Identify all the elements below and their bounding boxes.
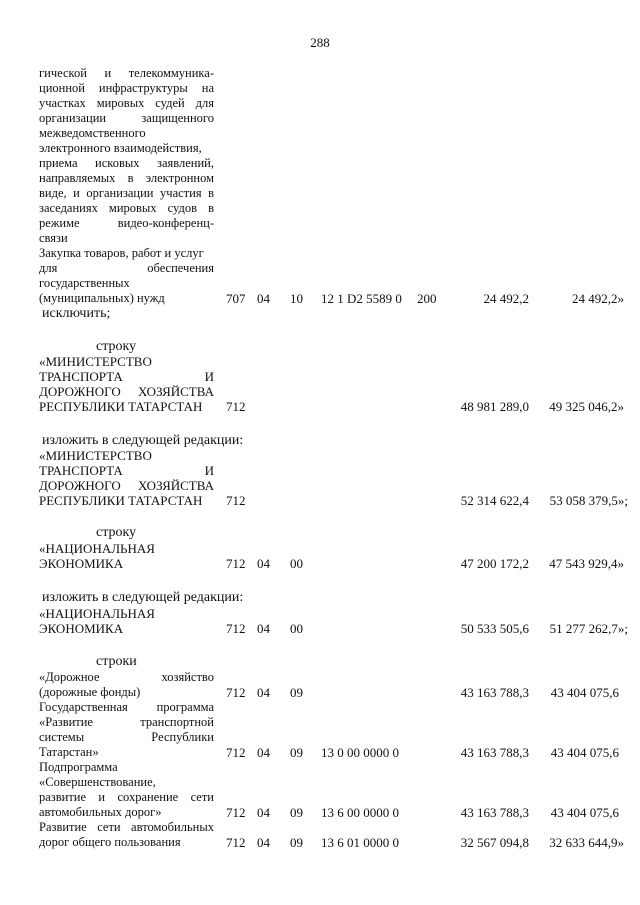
ved-code: 712: [226, 399, 246, 414]
ved-code: 712: [226, 685, 246, 700]
ministry-new-title: [39, 448, 214, 508]
page-number: 288: [310, 35, 330, 50]
text-line: дорог общего пользования: [39, 835, 181, 849]
ved-code: 712: [226, 805, 246, 820]
instruction-replace: изложить в следующей редакции:: [42, 590, 244, 605]
section-code: 04: [257, 291, 270, 306]
state-program-title: [39, 700, 214, 760]
amount-year-2: 49 325 046,2»: [549, 399, 624, 414]
amount-year-2: 51 277 262,7»;: [549, 621, 628, 636]
text-line: «Развитие транспортной: [39, 715, 214, 729]
text-line: «МИНИСТЕРСТВО: [39, 354, 152, 369]
ved-code: 712: [226, 745, 246, 760]
text-line: виде, и организации участия в: [39, 186, 214, 200]
instruction-exclude: исключить;: [42, 306, 111, 321]
text-line: «МИНИСТЕРСТВО: [39, 448, 152, 463]
text-line: Закупка товаров, работ и услуг: [39, 246, 204, 260]
text-line: «НАЦИОНАЛЬНАЯ: [39, 541, 155, 556]
subsection-code: 00: [290, 556, 303, 571]
instruction-row: строку: [96, 339, 137, 354]
text-line: ЭКОНОМИКА: [39, 621, 124, 636]
text-line: «Совершенствование,: [39, 775, 156, 789]
text-line: ционной инфраструктуры на: [39, 81, 214, 95]
text-line: РЕСПУБЛИКИ ТАТАРСТАН: [39, 399, 203, 414]
text-line: Государственная программа: [39, 700, 214, 714]
text-line: государственных: [39, 276, 130, 290]
target-article-code: 13 0 00 0000 0: [321, 745, 399, 760]
text-line: приема исковых заявлений,: [39, 156, 214, 170]
road-fund-title: [39, 670, 214, 700]
amount-year-1: 32 567 094,8: [460, 835, 529, 850]
text-line: системы Республики: [39, 730, 214, 744]
text-line: режиме видео-конференц-: [39, 216, 214, 230]
amount-year-2: 47 543 929,4»: [549, 556, 624, 571]
amount-year-1: 50 533 505,6: [460, 621, 529, 636]
text-line: для обеспечения: [39, 261, 214, 275]
text-line: Татарстан»: [39, 745, 99, 759]
text-line: «НАЦИОНАЛЬНАЯ: [39, 606, 155, 621]
section-code: 04: [257, 621, 270, 636]
amount-year-1: 24 492,2: [483, 291, 529, 306]
text-line: электронного взаимодействия,: [39, 141, 202, 155]
economy-new-title: [39, 606, 214, 636]
instruction-rows: строки: [96, 654, 137, 669]
amount-year-2: 43 404 075,6: [550, 685, 619, 700]
text-line: межведомственного: [39, 126, 146, 140]
target-article-code: 13 6 00 0000 0: [321, 805, 399, 820]
text-line: связи: [39, 231, 68, 245]
subsection-code: 09: [290, 685, 303, 700]
ved-code: 712: [226, 835, 246, 850]
text-line: участках мировых судей для: [39, 96, 214, 110]
text-line: ДОРОЖНОГО ХОЗЯЙСТВА: [39, 384, 214, 399]
text-line: ДОРОЖНОГО ХОЗЯЙСТВА: [39, 478, 214, 493]
subsection-code: 10: [290, 291, 303, 306]
amount-year-2: 32 633 644,9»: [549, 835, 624, 850]
amount-year-2: 53 058 379,5»;: [549, 493, 628, 508]
text-line: РЕСПУБЛИКИ ТАТАРСТАН: [39, 493, 203, 508]
amount-year-2: 24 492,2»: [572, 291, 624, 306]
amount-year-1: 43 163 788,3: [460, 805, 529, 820]
text-line: (дорожные фонды): [39, 685, 141, 699]
text-line: (муниципальных) нужд: [39, 291, 165, 305]
text-line: ТРАНСПОРТА И: [39, 463, 214, 478]
amount-year-1: 43 163 788,3: [460, 745, 529, 760]
text-line: «Дорожное хозяйство: [39, 670, 214, 684]
subsection-code: 09: [290, 805, 303, 820]
section-code: 04: [257, 556, 270, 571]
text-line: ТРАНСПОРТА И: [39, 369, 214, 384]
instruction-row: строку: [96, 525, 137, 540]
amount-year-1: 47 200 172,2: [460, 556, 529, 571]
text-line: заседаниях мировых судов в: [39, 201, 214, 215]
continued-description: [39, 66, 214, 306]
ved-code: 712: [226, 621, 246, 636]
section-code: 04: [257, 685, 270, 700]
text-line: Развитие сети автомобильных: [39, 820, 214, 834]
text-line: гической и телекоммуника-: [39, 66, 214, 80]
text-line: Подпрограмма: [39, 760, 118, 774]
text-line: развитие и сохранение сети: [39, 790, 214, 804]
ministry-old-title: [39, 354, 214, 414]
amount-year-2: 43 404 075,6: [550, 745, 619, 760]
target-article-code: 13 6 01 0000 0: [321, 835, 399, 850]
text-line: ЭКОНОМИКА: [39, 556, 124, 571]
section-code: 04: [257, 835, 270, 850]
text-line: направляемых в электронном: [39, 171, 214, 185]
ved-code: 712: [226, 556, 246, 571]
subsection-code: 09: [290, 835, 303, 850]
road-network-title: [39, 820, 214, 850]
text-line: автомобильных дорог»: [39, 805, 162, 819]
subsection-code: 00: [290, 621, 303, 636]
expense-type-code: 200: [417, 291, 437, 306]
ved-code: 712: [226, 493, 246, 508]
target-article-code: 12 1 D2 5589 0: [321, 291, 402, 306]
text-line: организации защищенного: [39, 111, 214, 125]
subprogram-title: [39, 760, 214, 820]
ved-code: 707: [226, 291, 246, 306]
section-code: 04: [257, 745, 270, 760]
amount-year-1: 48 981 289,0: [460, 399, 529, 414]
section-code: 04: [257, 805, 270, 820]
amount-year-1: 43 163 788,3: [460, 685, 529, 700]
amount-year-1: 52 314 622,4: [460, 493, 529, 508]
economy-old-title: [39, 541, 214, 571]
amount-year-2: 43 404 075,6: [550, 805, 619, 820]
subsection-code: 09: [290, 745, 303, 760]
instruction-replace: изложить в следующей редакции:: [42, 433, 244, 448]
